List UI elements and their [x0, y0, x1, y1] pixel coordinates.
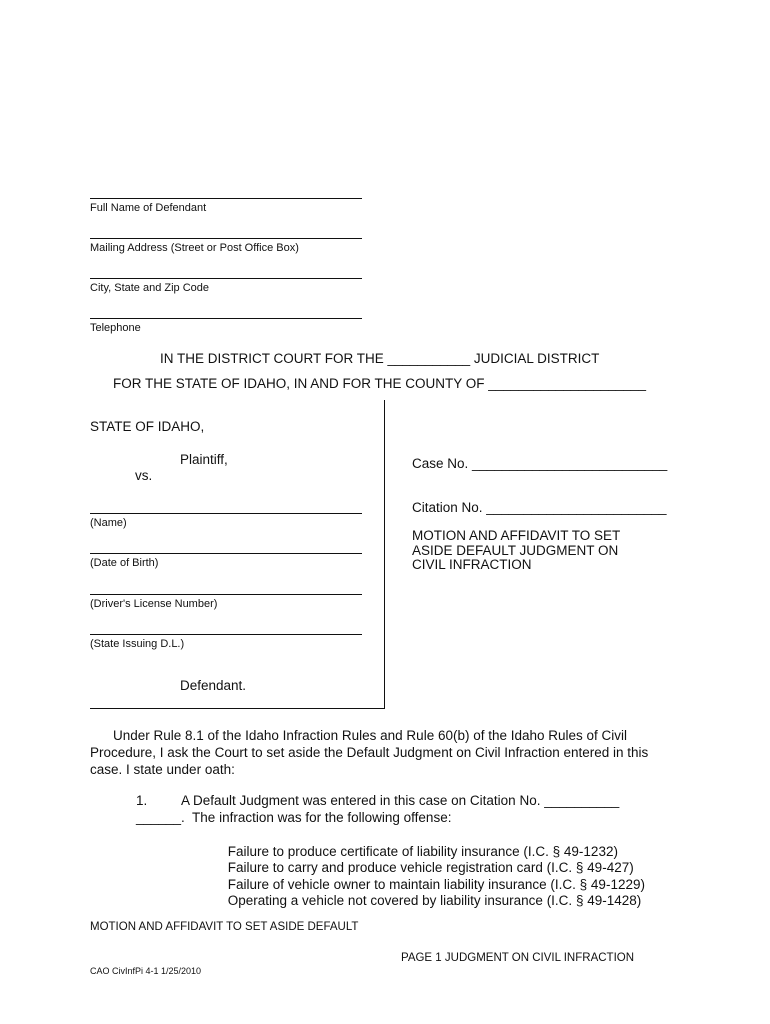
document-title-line: CIVIL INFRACTION [412, 557, 532, 572]
item-text-line2: ______. The infraction was for the following offense: [136, 810, 452, 825]
offense-option[interactable] [180, 892, 645, 908]
document-title-line: MOTION AND AFFIDAVIT TO SET [412, 528, 621, 543]
caption-divider [384, 400, 385, 708]
plaintiff-label: Plaintiff, [180, 452, 228, 467]
offense-list [180, 843, 645, 908]
defendant-name-line[interactable] [90, 198, 362, 199]
field-label: Mailing Address (Street or Post Office Box) [90, 242, 299, 254]
item-text-line1: A Default Judgment was entered in this case on Citation No. __________ [181, 793, 620, 808]
checkbox-icon[interactable] [180, 845, 194, 859]
offense-label: Failure to carry and produce vehicle registration card (I.C. § 49-427) [227, 860, 634, 876]
citation-number-field[interactable]: Citation No. ________________________ [412, 500, 667, 515]
city-state-zip-line[interactable] [90, 278, 362, 279]
footer-title-right: PAGE 1 JUDGMENT ON CIVIL INFRACTION [401, 952, 635, 964]
checkbox-icon[interactable] [180, 862, 194, 876]
field-label: (Driver's License Number) [90, 598, 218, 610]
document-title [412, 529, 620, 573]
date-of-birth-line[interactable] [90, 553, 362, 554]
offense-label: Failure to produce certificate of liability insurance (I.C. § 49-1232) [227, 844, 618, 859]
field-label: Telephone [90, 322, 141, 334]
court-heading-line2: FOR THE STATE OF IDAHO, IN AND FOR THE COUNTY OF _____________________ [113, 376, 646, 391]
versus-label: vs. [135, 468, 153, 483]
field-label: (Date of Birth) [90, 557, 159, 569]
intro-line: Under Rule 8.1 of the Idaho Infraction Rules and Rule 60(b) of the Idaho Rules of Civil [113, 728, 628, 743]
field-label: (State Issuing D.L.) [90, 638, 185, 650]
offense-label: Operating a vehicle not covered by liability insurance (I.C. § 49-1428) [227, 892, 642, 908]
field-label: Full Name of Defendant [90, 202, 207, 214]
field-label: City, State and Zip Code [90, 282, 210, 294]
intro-line: Procedure, I ask the Court to set aside the Default Judgment on Civil Infraction entered in this [90, 745, 649, 760]
case-number-field[interactable]: Case No. __________________________ [412, 456, 668, 471]
field-label: (Name) [90, 517, 127, 529]
plaintiff-name: STATE OF IDAHO, [90, 419, 205, 434]
offense-option[interactable] [180, 859, 645, 875]
footer-title-left: MOTION AND AFFIDAVIT TO SET ASIDE DEFAULT [90, 921, 359, 933]
form-code: CAO CivInfPi 4-1 1/25/2010 [90, 966, 202, 976]
drivers-license-line[interactable] [90, 594, 362, 595]
offense-option[interactable] [180, 843, 645, 859]
state-issuing-dl-line[interactable] [90, 634, 362, 635]
caption-bottom-rule [90, 708, 385, 709]
checkbox-icon[interactable] [180, 894, 194, 908]
telephone-line[interactable] [90, 318, 362, 319]
item-number: 1. [136, 793, 148, 808]
intro-paragraph [90, 727, 690, 778]
defendant-name-line[interactable] [90, 513, 362, 514]
offense-option[interactable] [180, 876, 645, 892]
checkbox-icon[interactable] [180, 878, 194, 892]
mailing-address-line[interactable] [90, 238, 362, 239]
offense-label: Failure of vehicle owner to maintain liability insurance (I.C. § 49-1229) [227, 876, 645, 892]
defendant-label: Defendant. [180, 678, 247, 693]
court-heading-line1: IN THE DISTRICT COURT FOR THE ___________ JUDICIAL DISTRICT [160, 351, 600, 366]
intro-line: case. I state under oath: [90, 762, 235, 777]
document-title-line: ASIDE DEFAULT JUDGMENT ON [412, 542, 619, 558]
